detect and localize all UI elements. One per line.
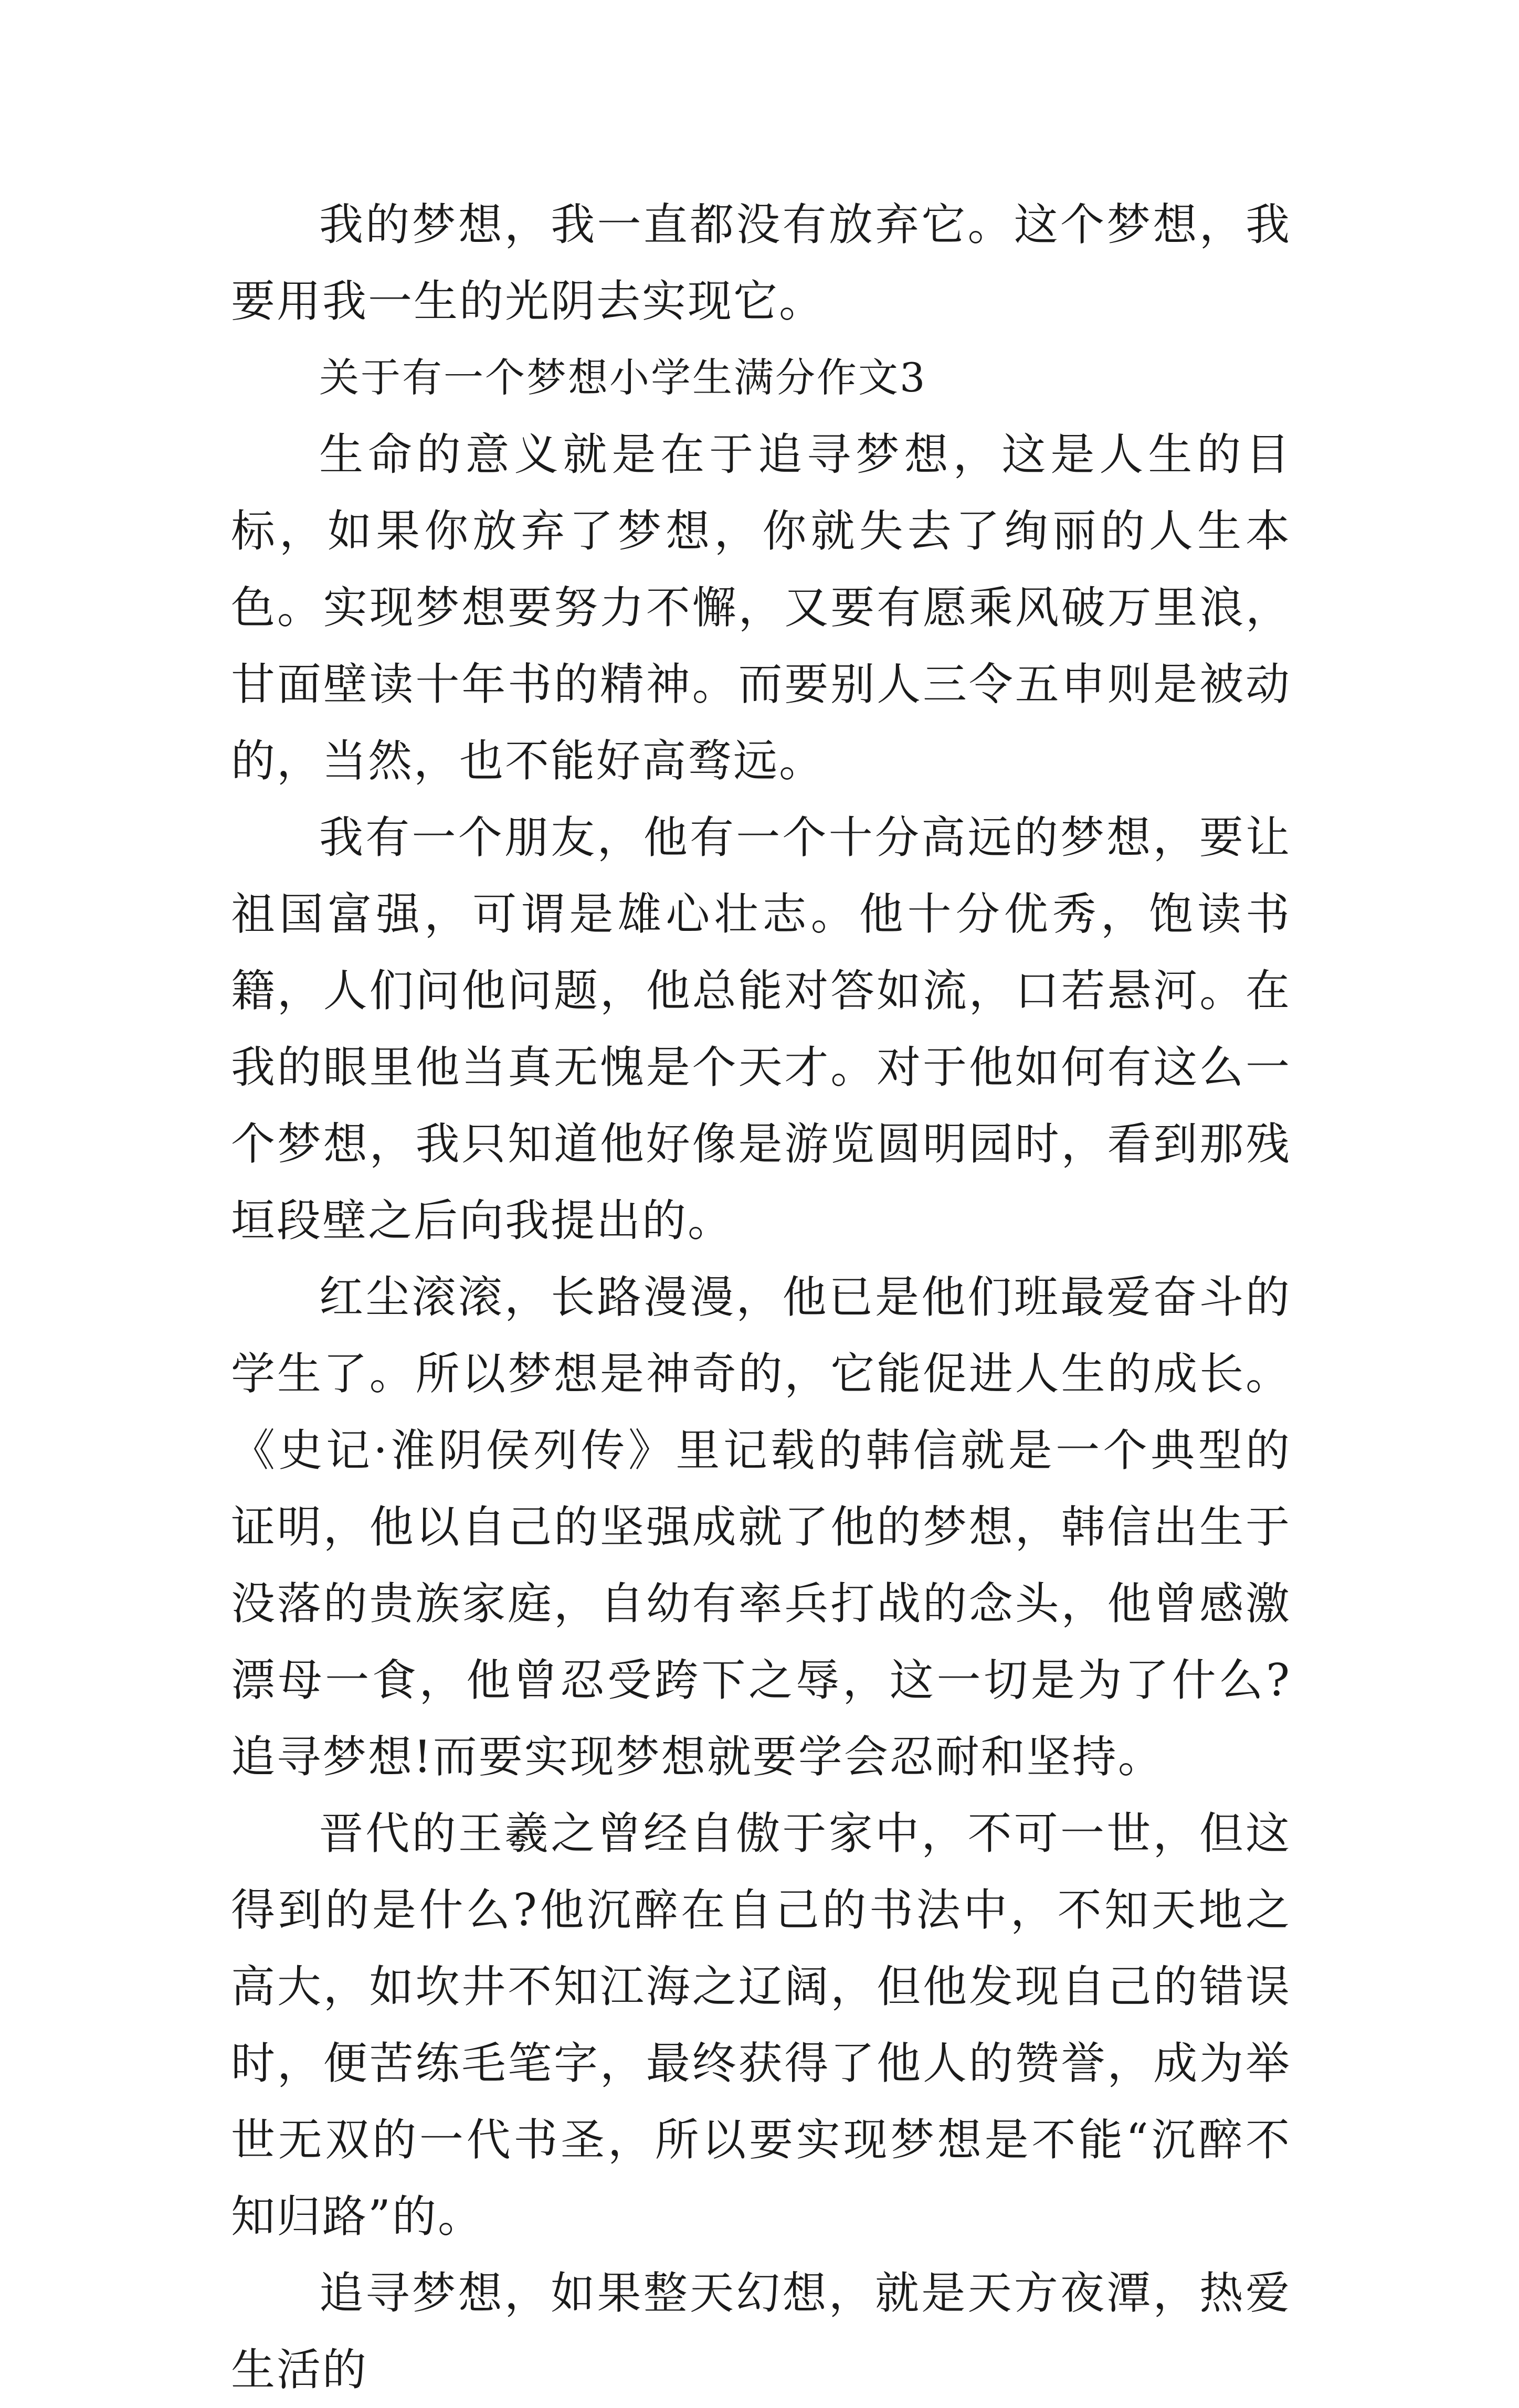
paragraph-dream-persistence: 我的梦想，我一直都没有放弃它。这个梦想，我要用我一生的光阴去实现它。 [231, 199, 1291, 327]
paragraph-han-xin: 红尘滚滚，长路漫漫，他已是他们班最爱奋斗的学生了。所以梦想是神奇的，它能促进人生的成长。《史记·淮阴侯列传》里记载的韩信就是一个典型的证明，他以自己的坚强成就了他的梦想，韩信出生于没落的贵族家庭，自幼有率兵打战的念头，他曾感激漂母一食，他曾忍受跨下之辱，这一切是为了什么?追寻梦想!而要实现梦想就要学会忍耐和坚持。 [231, 1271, 1291, 1783]
document-body [231, 186, 1291, 2408]
paragraph-meaning-of-life: 生命的意义就是在于追寻梦想，这是人生的目标，如果你放弃了梦想，你就失去了绚丽的人生本色。实现梦想要努力不懈，又要有愿乘风破万里浪，甘面壁读十年书的精神。而要别人三令五申则是被动的，当然，也不能好高骛远。 [231, 429, 1291, 787]
paragraph-pursuing-dreams: 追寻梦想，如果整天幻想，就是天方夜潭，热爱生活的 [231, 2267, 1291, 2395]
paragraph-wang-xizhi: 晋代的王羲之曾经自傲于家中，不可一世，但这得到的是什么?他沉醉在自己的书法中，不知天地之高大，如坎井不知江海之辽阔，但他发现自己的错误时，便苦练毛笔字，最终获得了他人的赞誉，成为举世无双的一代书圣，所以要实现梦想是不能“沉醉不知归路”的。 [231, 1808, 1291, 2242]
essay-heading: 关于有一个梦想小学生满分作文3 [319, 354, 927, 401]
paragraph-friend-dream: 我有一个朋友，他有一个十分高远的梦想，要让祖国富强，可谓是雄心壮志。他十分优秀，饱读书籍，人们问他问题，他总能对答如流，口若悬河。在我的眼里他当真无愧是个天才。对于他如何有这么一个梦想，我只知道他好像是游览圆明园时，看到那残垣段壁之后向我提出的。 [231, 812, 1291, 1246]
